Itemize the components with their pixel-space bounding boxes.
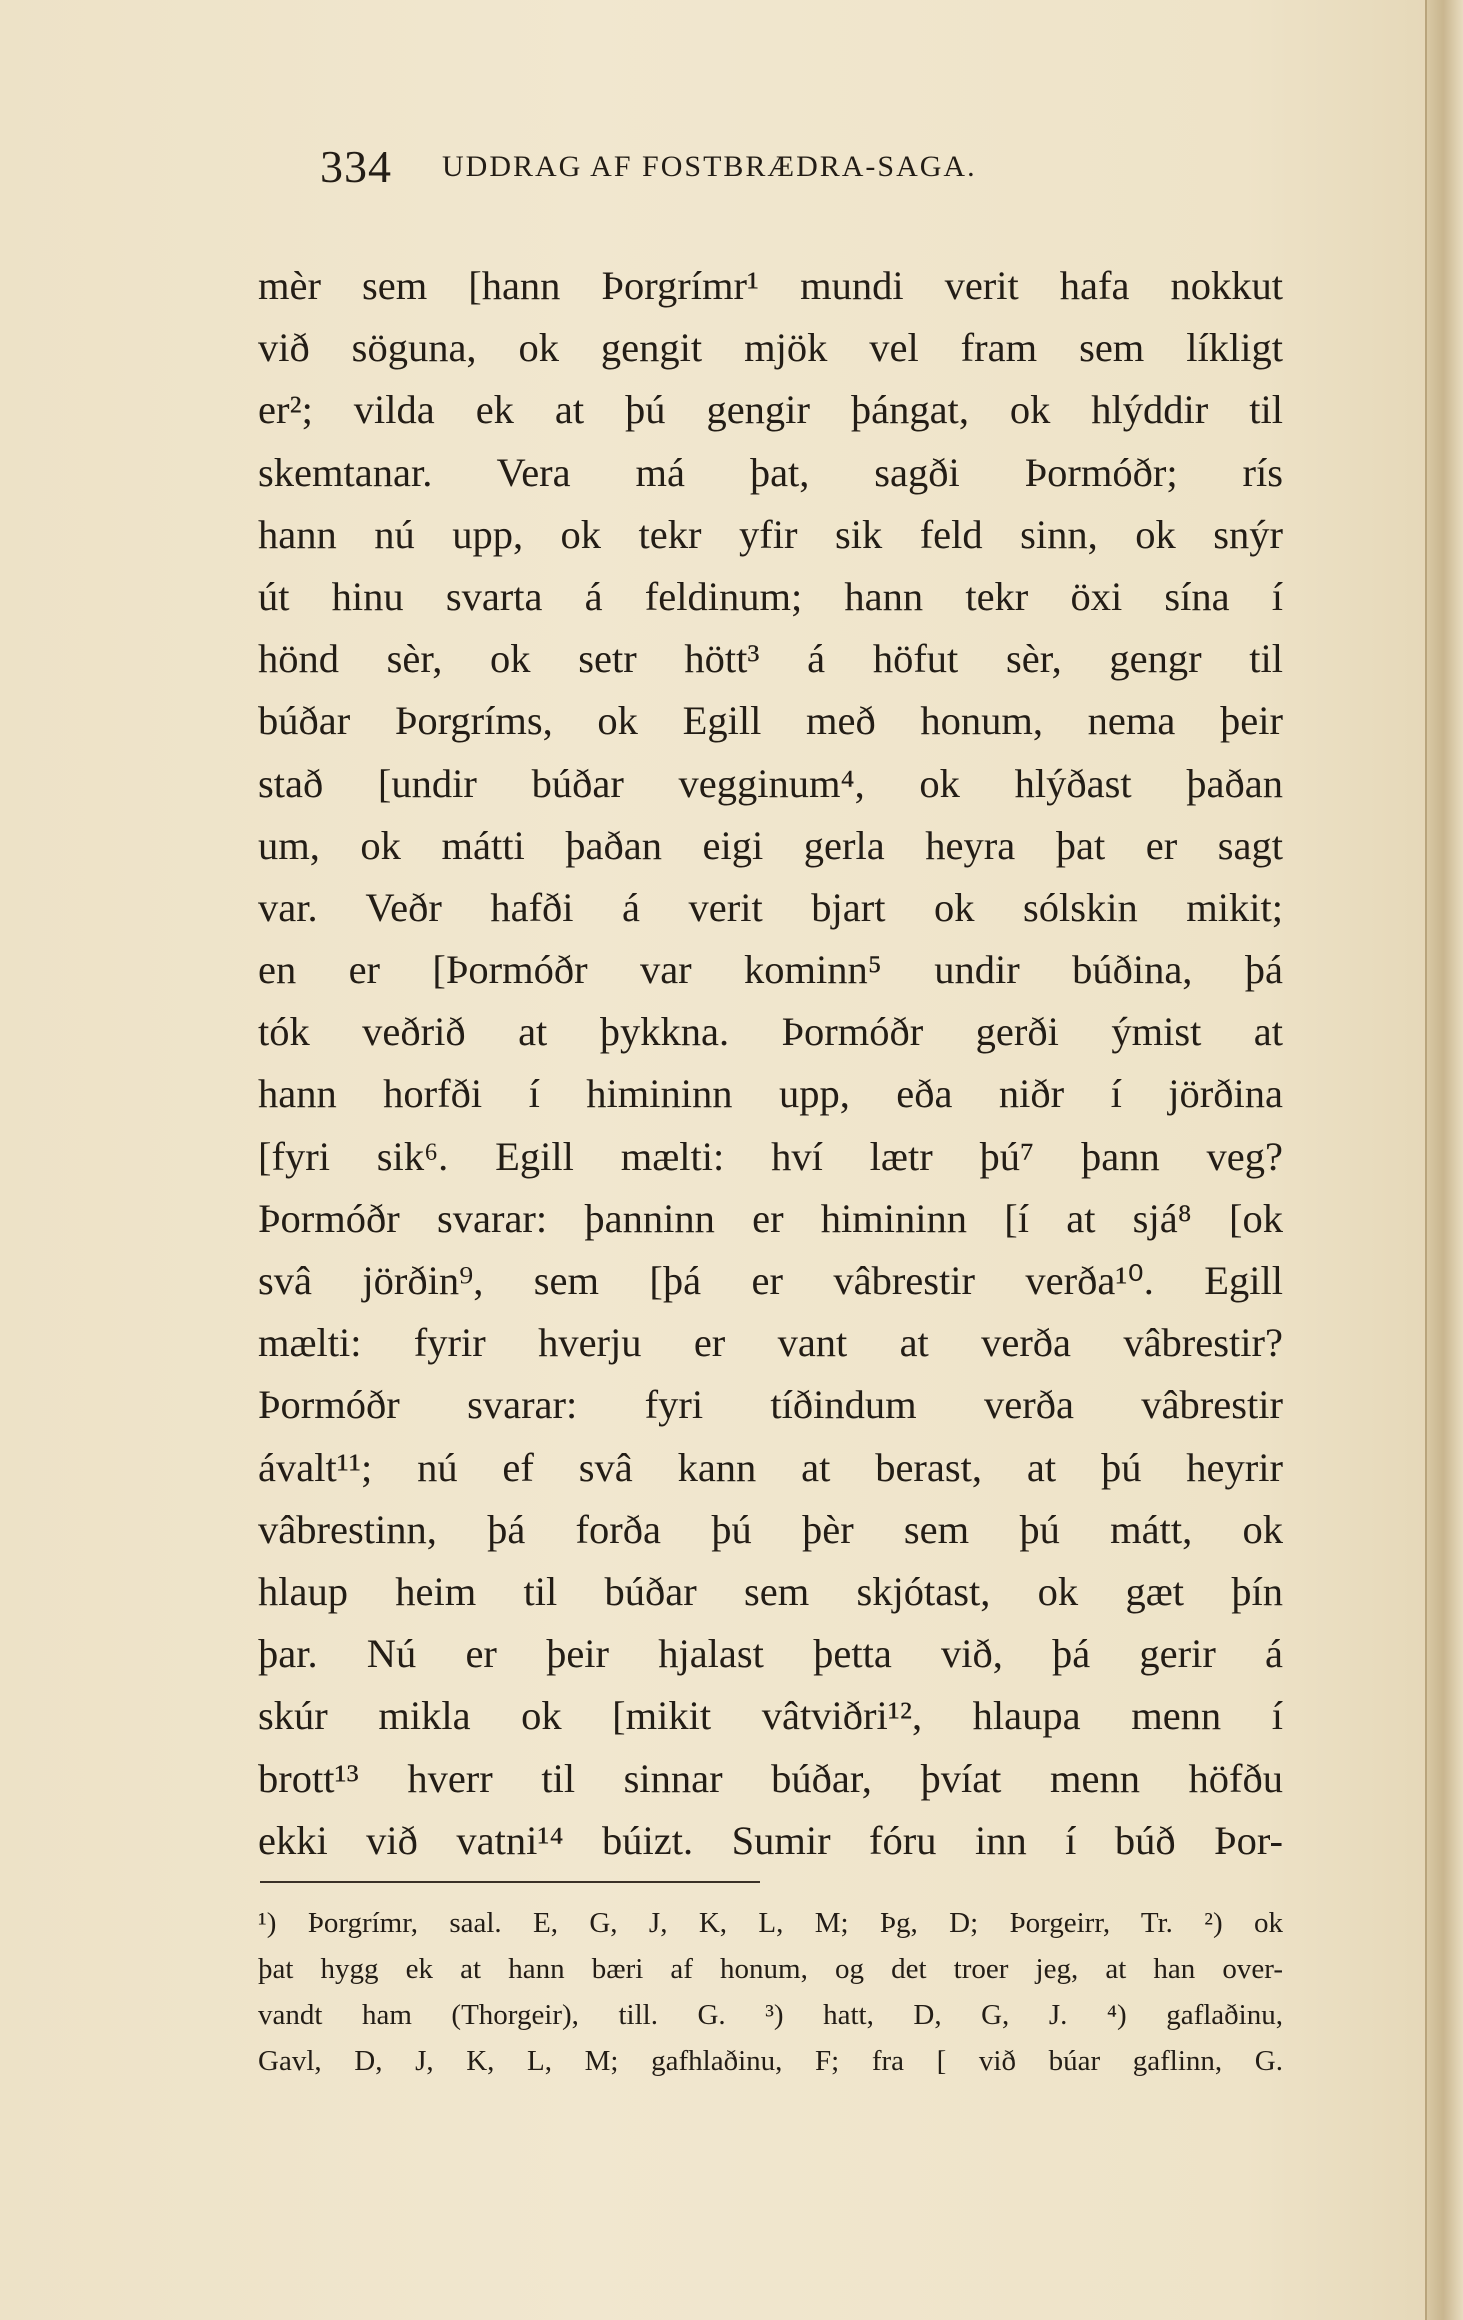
- text-line: búðar Þorgríms, ok Egill með honum, nema þeir: [258, 698, 1283, 744]
- footnote-rule: [260, 1881, 760, 1883]
- page-header: [320, 140, 1270, 193]
- text-line: skúr mikla ok [mikit vâtviðri¹², hlaupa menn í: [258, 1693, 1283, 1739]
- text-line: ávalt¹¹; nú ef svâ kann at berast, at þú heyrir: [258, 1444, 1283, 1490]
- text-line: svâ jörðin⁹, sem [þá er vâbrestir verða¹⁰. Egill: [258, 1258, 1283, 1303]
- running-head: UDDRAG AF FOSTBRÆDRA-SAGA.: [442, 150, 977, 183]
- text-line: við söguna, ok gengit mjök vel fram sem líkligt: [258, 325, 1283, 371]
- text-line: hann horfði í himininn upp, eða niðr í jörðina: [258, 1071, 1283, 1117]
- footnote-line: Gavl, D, J, K, L, M; gafhlaðinu, F; fra [ við búar gaflinn, G.: [258, 2045, 1283, 2077]
- footnote-line: ¹) Þorgrímr, saal. E, G, J, K, L, M; Þg, D; Þorgeirr, Tr. ²) ok: [258, 1907, 1283, 1939]
- page-edge: [1425, 0, 1463, 2320]
- text-line: hlaup heim til búðar sem skjótast, ok gæt þín: [258, 1568, 1283, 1614]
- text-line: ekki við vatni¹⁴ búizt. Sumir fóru inn í búð Þor-: [258, 1817, 1283, 1863]
- text-line: vâbrestinn, þá forða þú þèr sem þú mátt, ok: [258, 1506, 1283, 1552]
- text-line: er²; vilda ek at þú gengir þángat, ok hlýddir til: [258, 387, 1283, 433]
- footnote-line: vandt ham (Thorgeir), till. G. ³) hatt, D, G, J. ⁴) gaflaðinu,: [258, 1999, 1283, 2031]
- body-text: [258, 255, 1283, 1872]
- text-line: hann nú upp, ok tekr yfir sik feld sinn, ok snýr: [258, 511, 1283, 557]
- text-line: en er [Þormóðr var kominn⁵ undir búðina, þá: [258, 947, 1283, 993]
- text-line: þar. Nú er þeir hjalast þetta við, þá gerir á: [258, 1631, 1283, 1677]
- text-line: hönd sèr, ok setr hött³ á höfut sèr, gengr til: [258, 636, 1283, 682]
- text-line: mælti: fyrir hverju er vant at verða vâbrestir?: [258, 1320, 1283, 1366]
- footnote-line: þat hygg ek at hann bæri af honum, og det troer jeg, at han over-: [258, 1953, 1283, 1985]
- text-line: Þormóðr svarar: þanninn er himininn [í at sjá⁸ [ok: [258, 1195, 1283, 1241]
- text-line: var. Veðr hafði á verit bjart ok sólskin mikit;: [258, 884, 1283, 930]
- page-number: 334: [320, 141, 392, 192]
- footnotes: [258, 1900, 1283, 2084]
- text-line: brott¹³ hverr til sinnar búðar, þvíat menn höfðu: [258, 1755, 1283, 1801]
- text-line: um, ok mátti þaðan eigi gerla heyra þat er sagt: [258, 822, 1283, 868]
- text-line: tók veðrið at þykkna. Þormóðr gerði ýmist at: [258, 1009, 1283, 1055]
- text-line: út hinu svarta á feldinum; hann tekr öxi sína í: [258, 573, 1283, 619]
- text-line: [fyri sik⁶. Egill mælti: hví lætr þú⁷ þann veg?: [258, 1133, 1283, 1179]
- text-line: stað [undir búðar vegginum⁴, ok hlýðast þaðan: [258, 760, 1283, 806]
- text-line: mèr sem [hann Þorgrímr¹ mundi verit hafa nokkut: [258, 263, 1283, 308]
- text-line: skemtanar. Vera má þat, sagði Þormóðr; rís: [258, 449, 1283, 495]
- text-line: Þormóðr svarar: fyri tíðindum verða vâbrestir: [258, 1382, 1283, 1428]
